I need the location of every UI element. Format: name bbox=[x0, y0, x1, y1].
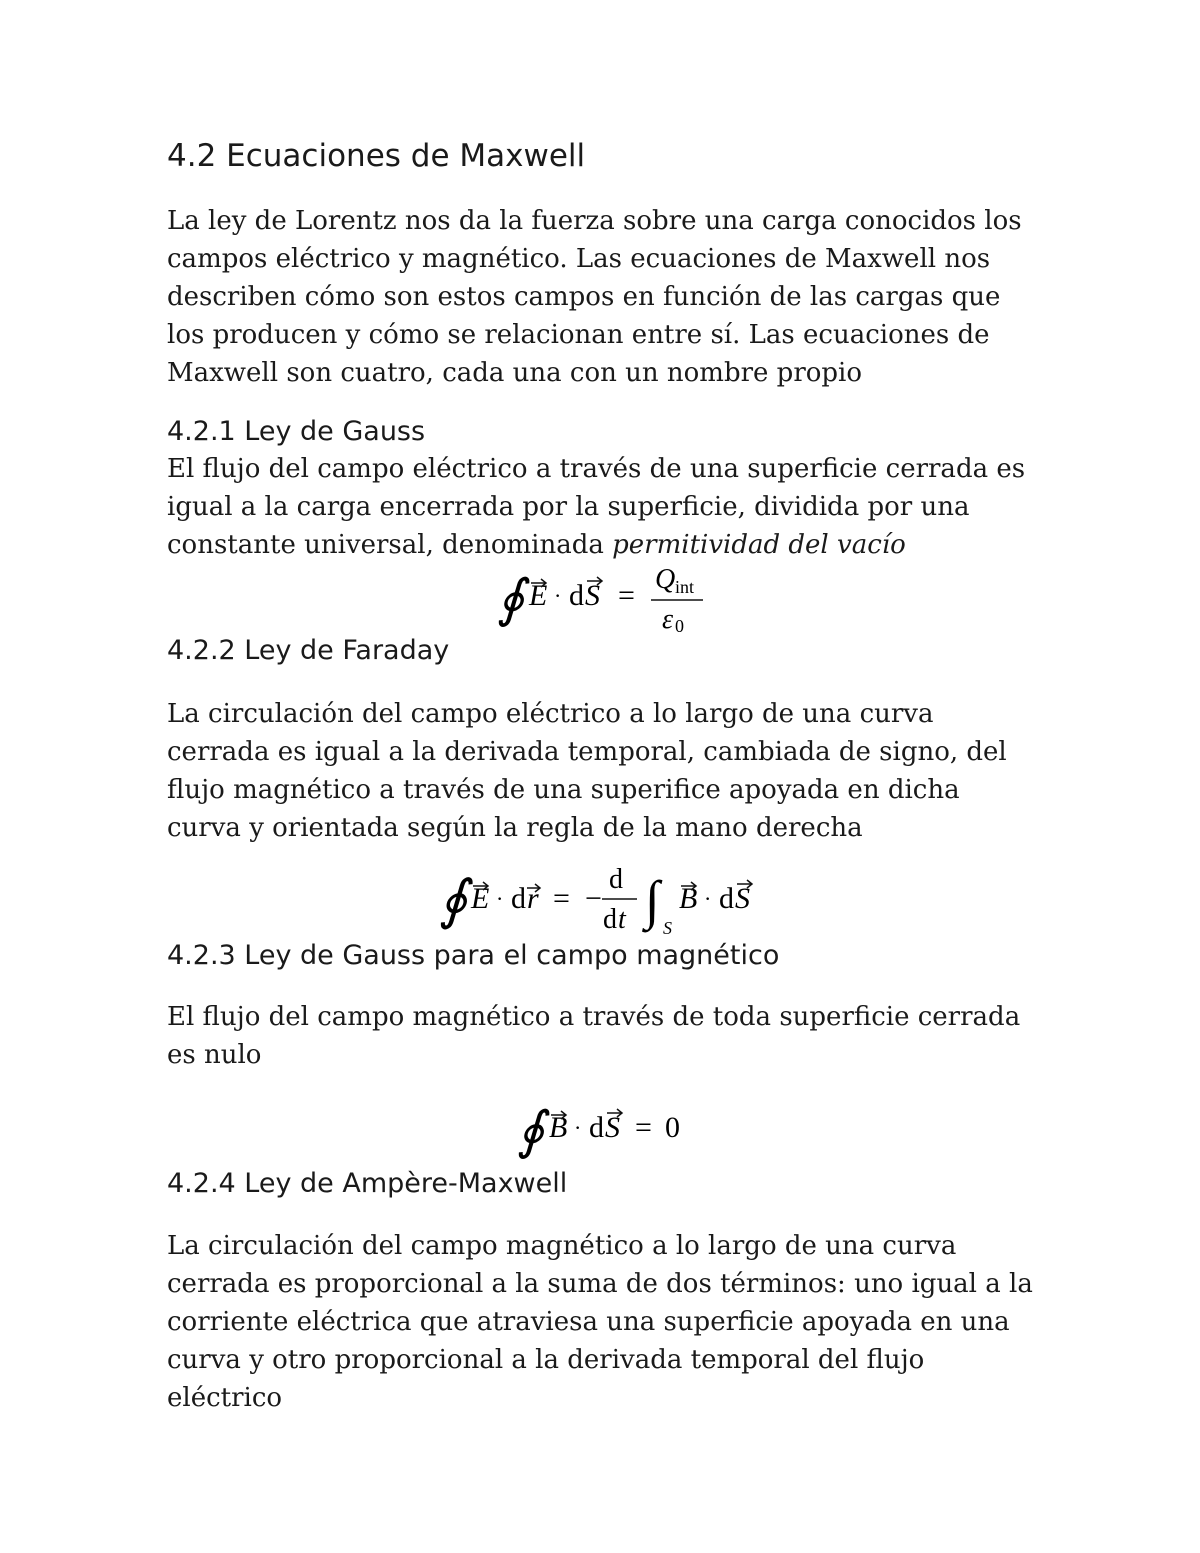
text-line: La circulación del campo eléctrico a lo largo de una curva bbox=[167, 699, 934, 729]
equation-gauss bbox=[495, 560, 715, 636]
svg-text:∮: ∮ bbox=[439, 870, 468, 930]
text-line: corriente eléctrica que atraviesa una superficie apoyada en una bbox=[167, 1307, 1010, 1337]
text-fragment: constante universal, denominada bbox=[167, 530, 613, 560]
section-heading: 4.2 Ecuaciones de Maxwell bbox=[167, 138, 586, 174]
svg-text:d: d bbox=[569, 579, 584, 612]
svg-text:int: int bbox=[675, 577, 695, 597]
svg-text:d: d bbox=[603, 904, 617, 935]
text-line: cerrada es proporcional a la suma de dos términos: uno igual a la bbox=[167, 1269, 1033, 1299]
svg-text:r: r bbox=[527, 882, 539, 915]
svg-text:·: · bbox=[496, 886, 504, 911]
text-line: El flujo del campo magnético a través de toda superficie cerrada bbox=[167, 1002, 1021, 1032]
text-line: flujo magnético a través de una superifice apoyada en dicha bbox=[167, 775, 960, 805]
gauss-paragraph bbox=[167, 450, 1047, 564]
svg-text:d: d bbox=[609, 864, 623, 895]
equation-faraday bbox=[437, 858, 777, 942]
faraday-paragraph bbox=[167, 695, 1047, 847]
svg-text:=: = bbox=[635, 1111, 652, 1144]
text-line: cerrada es igual a la derivada temporal, cambiada de signo, del bbox=[167, 737, 1007, 767]
text-line bbox=[167, 526, 1047, 564]
svg-text:0: 0 bbox=[665, 1111, 680, 1144]
text-line: La circulación del campo magnético a lo largo de una curva bbox=[167, 1231, 957, 1261]
svg-text:ε: ε bbox=[662, 604, 674, 635]
svg-text:·: · bbox=[554, 583, 562, 608]
svg-text:∮: ∮ bbox=[497, 571, 525, 628]
equation-gauss-formula bbox=[495, 560, 715, 636]
subsection-heading-ampere-maxwell: 4.2.4 Ley de Ampère-Maxwell bbox=[167, 1168, 568, 1199]
gauss-magnetic-paragraph bbox=[167, 998, 1047, 1074]
svg-text:d: d bbox=[719, 882, 734, 915]
text-line: El flujo del campo eléctrico a través de una superficie cerrada es bbox=[167, 454, 1026, 484]
text-line: La ley de Lorentz nos da la fuerza sobre una carga conocidos los bbox=[167, 206, 1022, 236]
svg-text:−: − bbox=[585, 882, 602, 915]
subsection-heading-gauss-magnetic: 4.2.3 Ley de Gauss para el campo magnético bbox=[167, 940, 780, 971]
text-line: curva y otro proporcional a la derivada temporal del flujo bbox=[167, 1345, 925, 1375]
svg-text:Q: Q bbox=[655, 564, 676, 595]
equation-gauss-magnetic-formula bbox=[515, 1090, 695, 1166]
ampere-maxwell-paragraph bbox=[167, 1227, 1047, 1417]
text-line: eléctrico bbox=[167, 1383, 283, 1413]
svg-text:∮: ∮ bbox=[517, 1103, 545, 1160]
emphasis-term: permitividad del vacío bbox=[612, 530, 906, 560]
svg-text:B: B bbox=[549, 1111, 568, 1144]
svg-text:0: 0 bbox=[675, 616, 684, 636]
text-line: curva y orientada según la regla de la mano derecha bbox=[167, 813, 863, 843]
svg-text:S: S bbox=[663, 918, 672, 938]
text-line: es nulo bbox=[167, 1040, 262, 1070]
text-line: describen cómo son estos campos en función de las cargas que bbox=[167, 282, 1001, 312]
svg-text:S: S bbox=[585, 579, 600, 612]
text-line: campos eléctrico y magnético. Las ecuaciones de Maxwell nos bbox=[167, 244, 991, 274]
svg-text:E: E bbox=[529, 579, 548, 612]
text-line: igual a la carga encerrada por la superficie, dividida por una bbox=[167, 492, 970, 522]
svg-text:=: = bbox=[553, 882, 570, 915]
svg-text:·: · bbox=[574, 1115, 582, 1140]
equation-faraday-formula bbox=[437, 858, 777, 942]
svg-text:=: = bbox=[618, 579, 635, 612]
svg-text:·: · bbox=[704, 886, 712, 911]
text-line: Maxwell son cuatro, cada una con un nombre propio bbox=[167, 358, 863, 388]
svg-text:∫: ∫ bbox=[645, 870, 660, 930]
svg-text:E: E bbox=[471, 882, 490, 915]
svg-text:d: d bbox=[589, 1111, 604, 1144]
intro-paragraph bbox=[167, 202, 1047, 392]
subsection-heading-gauss: 4.2.1 Ley de Gauss bbox=[167, 416, 426, 447]
svg-text:t: t bbox=[618, 904, 626, 935]
text-line: los producen y cómo se relacionan entre sí. Las ecuaciones de bbox=[167, 320, 990, 350]
subsection-heading-faraday: 4.2.2 Ley de Faraday bbox=[167, 635, 450, 666]
equation-gauss-magnetic bbox=[515, 1090, 695, 1166]
svg-text:d: d bbox=[511, 882, 526, 915]
svg-text:B: B bbox=[679, 882, 698, 915]
svg-text:S: S bbox=[735, 882, 750, 915]
svg-text:S: S bbox=[605, 1111, 620, 1144]
